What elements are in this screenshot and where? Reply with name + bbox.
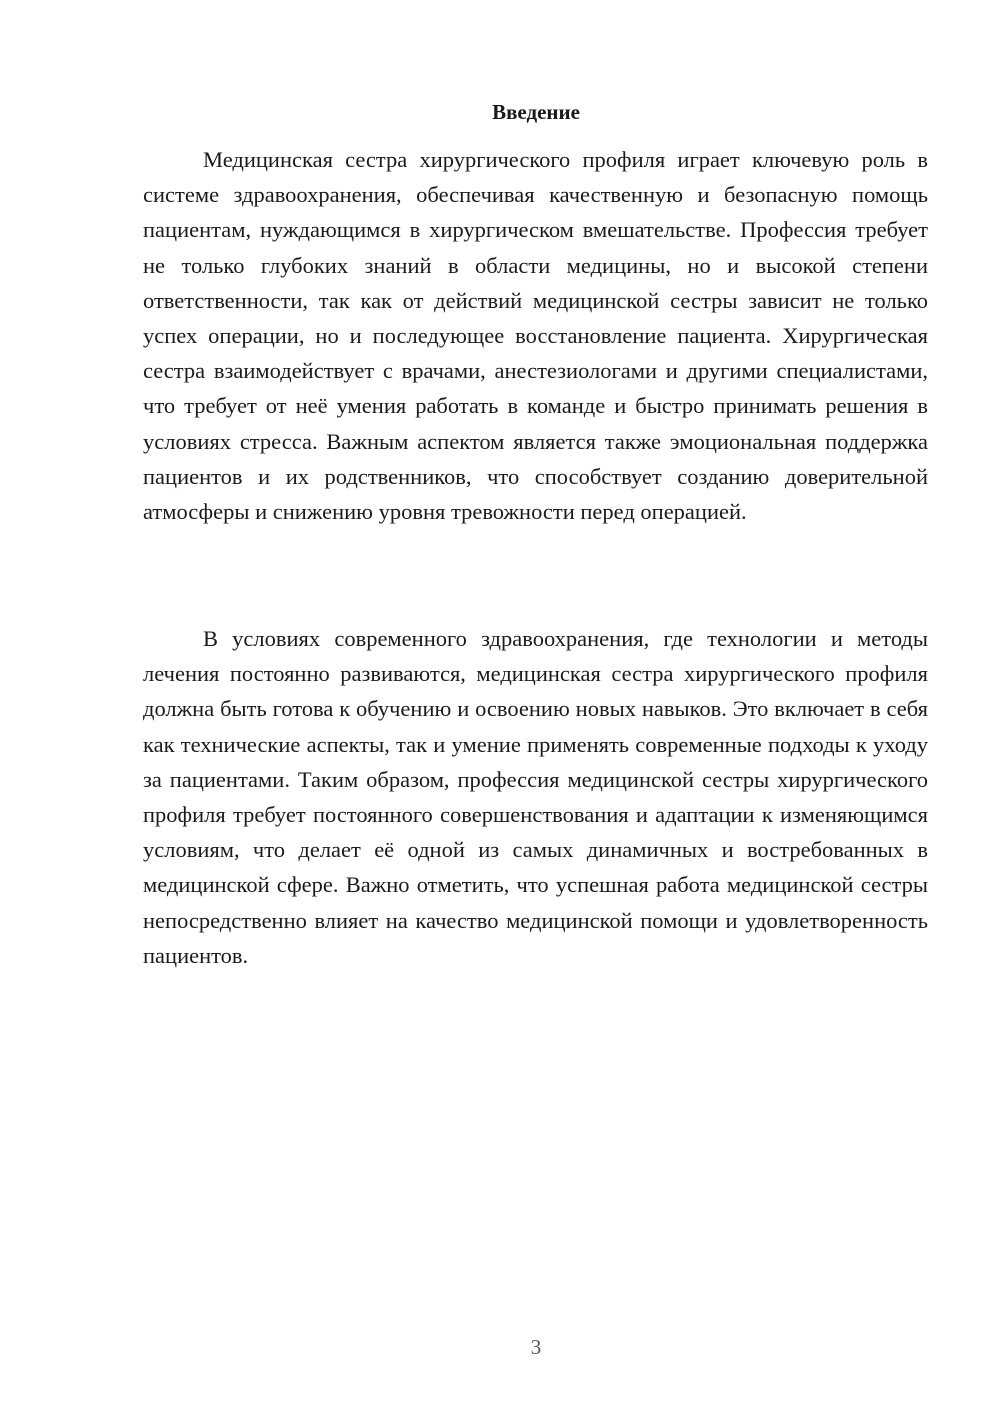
page-number: 3 (530, 1335, 542, 1359)
page-title: Введение (492, 100, 580, 124)
paragraph-2: В условиях современного здравоохранения, где технологии и методы лечения постоянно развиваются, медицинская сестра хирургического профиля должна быть готова к обучению и освоению новых навыков. Это включает в себя как технические аспекты, так и умение применять современные подходы к уходу за пациентами. Таким образом, профессия медицинской сестры хирургического профиля требует постоянного совершенствования и адаптации к изменяющимся условиям, что делает её одной из самых динамичных и востребованных в медицинской сфере. Важно отметить, что успешная работа медицинской сестры непосредственно влияет на качество медицинской помощи и удовлетворенность пациентов. (143, 626, 928, 968)
paragraph-1: Медицинская сестра хирургического профиля играет ключевую роль в системе здравоохранения, обеспечивая качественную и безопасную помощь пациентам, нуждающимся в хирургическом вмешательстве. Профессия требует не только глубоких знаний в области медицины, но и высокой степени ответственности, так как от действий медицинской сестры зависит не только успех операции, но и последующее восстановление пациента. Хирургическая сестра взаимодействует с врачами, анестезиологами и другими специалистами, что требует от неё умения работать в команде и быстро принимать решения в условиях стресса. Важным аспектом является также эмоциональная поддержка пациентов и их родственников, что способствует созданию доверительной атмосферы и снижению уровня тревожности перед операцией. (143, 147, 928, 525)
